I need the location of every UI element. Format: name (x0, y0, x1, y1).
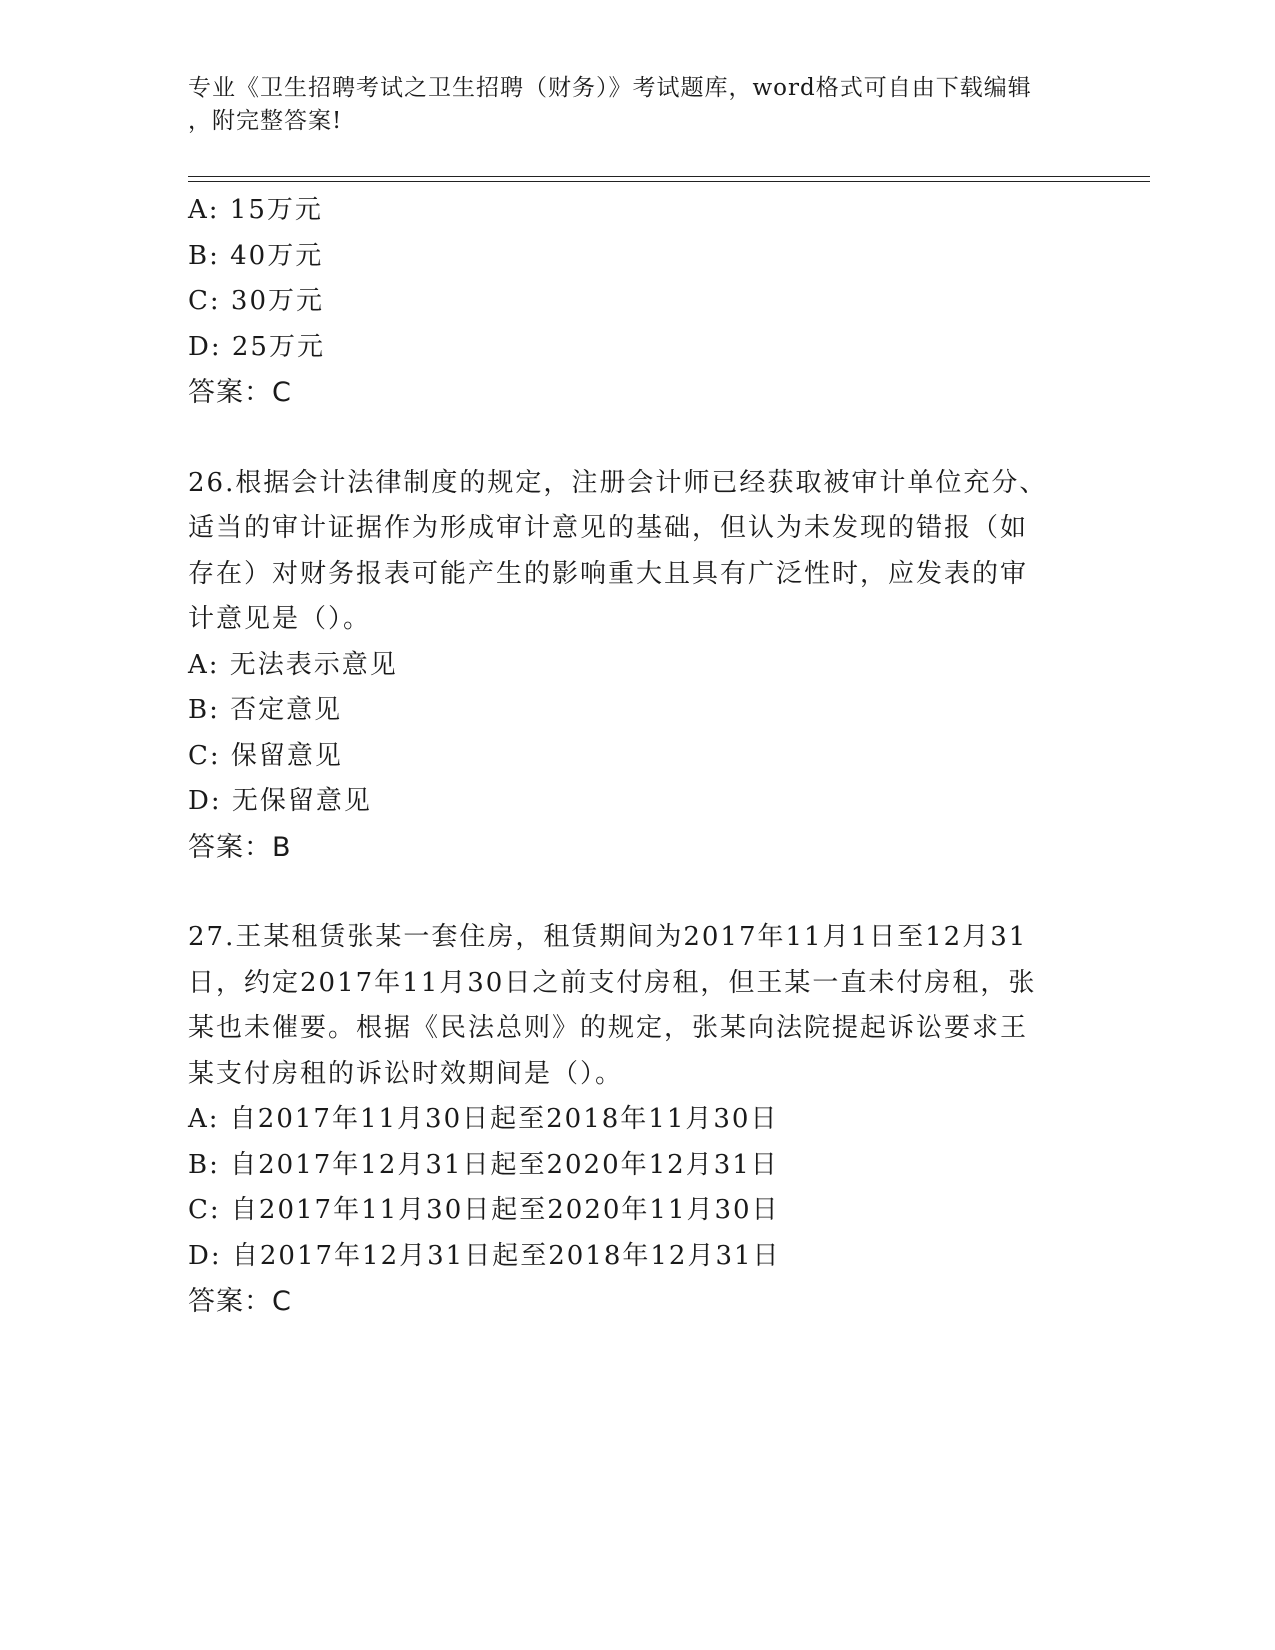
question-stem-line: 计意见是（）。 (188, 604, 372, 634)
question-stem-line: 适当的审计证据作为形成审计意见的基础，但认为未发现的错报（如 (188, 513, 1029, 543)
answer-line: 答案：B (188, 831, 292, 863)
option-d: D: 无保留意见 (188, 786, 372, 816)
answer-line: 答案：C (188, 1286, 292, 1317)
spacer (188, 870, 1078, 915)
question-stem-line: 某支付房租的诉讼时效期间是（）。 (188, 1058, 624, 1089)
option-b: B: 40万元 (188, 240, 324, 271)
option-b: B: 否定意见 (188, 695, 343, 725)
option-a: A: 自2017年11月30日起至2018年11月30日 (188, 1104, 779, 1134)
option-c: C: 自2017年11月30日起至2020年11月30日 (188, 1195, 780, 1225)
header-title-line-1: 专业《卫生招聘考试之卫生招聘（财务）》考试题库，word格式可自由下载编辑 (188, 75, 1032, 101)
option-c: C: 保留意见 (188, 740, 343, 771)
document-header (188, 72, 1068, 138)
question-content (188, 188, 1078, 1325)
option-a: A: 15万元 (188, 195, 323, 225)
question-27 (188, 915, 1078, 1325)
option-a: A: 无法表示意见 (188, 649, 398, 680)
answer-line: 答案：C (188, 377, 292, 408)
question-25 (188, 188, 1078, 416)
spacer (188, 416, 1078, 461)
question-stem-line: 27.王某租赁张某一套住房，租赁期间为2017年11月1日至12月31 (188, 922, 1028, 952)
header-divider (188, 176, 1150, 182)
question-stem-line: 26.根据会计法律制度的规定，注册会计师已经获取被审计单位充分、 (188, 467, 1048, 498)
question-stem-line: 存在）对财务报表可能产生的影响重大且具有广泛性时，应发表的审 (188, 558, 1029, 589)
option-d: D: 25万元 (188, 331, 325, 362)
option-d: D: 自2017年12月31日起至2018年12月31日 (188, 1240, 781, 1271)
option-b: B: 自2017年12月31日起至2020年12月31日 (188, 1149, 779, 1180)
question-stem-line: 某也未催要。根据《民法总则》的规定，张某向法院提起诉讼要求王 (188, 1013, 1029, 1043)
question-26 (188, 461, 1078, 871)
question-stem-line: 日，约定2017年11月30日之前支付房租，但王某一直未付房租，张 (188, 967, 1037, 998)
option-c: C: 30万元 (188, 286, 325, 316)
header-title-line-2: ，附完整答案! (188, 108, 343, 134)
